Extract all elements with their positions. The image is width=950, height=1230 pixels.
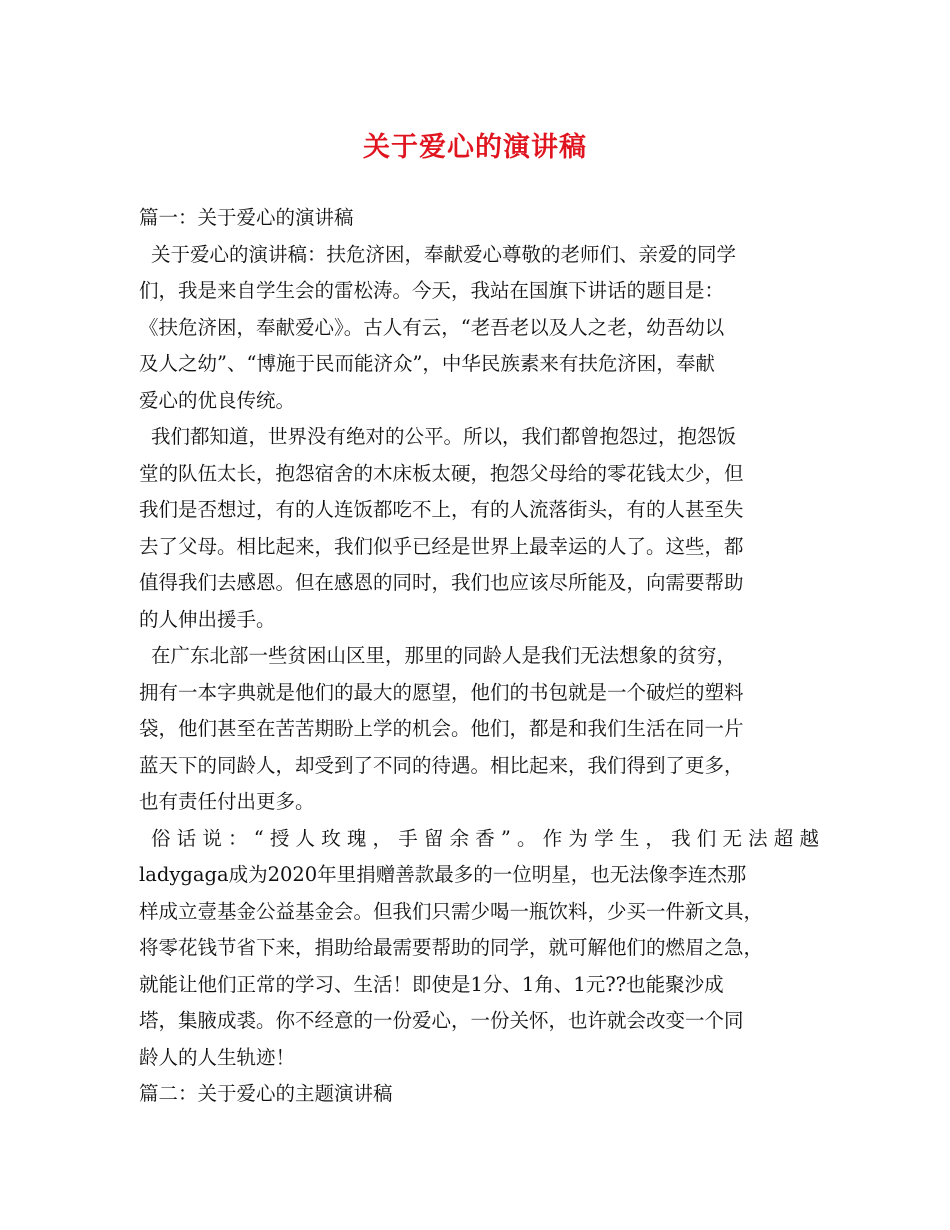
section-heading: 篇一：关于爱心的演讲稿 [139,206,354,229]
paragraph-line: 将零花钱节省下来，捐助给最需要帮助的同学，就可解他们的燃眉之急， [139,936,764,959]
paragraph-line: 值得我们去感恩。但在感恩的同时，我们也应该尽所能及，向需要帮助 [139,571,744,594]
paragraph-line: 《扶危济困，奉献爱心》。古人有云，“老吾老以及人之老，幼吾幼以 [139,315,725,339]
paragraph-line: 们，我是来自学生会的雷松涛。今天，我站在国旗下讲话的题目是： [139,279,725,302]
paragraph-line: 堂的队伍太长，抱怨宿舍的木床板太硬，抱怨父母给的零花钱太少，但 [139,461,744,485]
paragraph-line: 我们是否想过，有的人连饭都吃不上，有的人流落街头，有的人甚至失 [139,498,744,521]
paragraph-line: 关于爱心的演讲稿：扶危济困，奉献爱心尊敬的老师们、亲爱的同学 [151,242,737,266]
paragraph-line: 袋，他们甚至在苦苦期盼上学的机会。他们，都是和我们生活在同一片 [139,717,744,740]
paragraph-line: 蓝天下的同龄人，却受到了不同的待遇。相比起来，我们得到了更多， [139,753,744,777]
paragraph-line: 爱心的优良传统。 [139,388,296,412]
paragraph-line: 样成立壹基金公益基金会。但我们只需少喝一瓶饮料，少买一件新文具， [139,899,764,923]
paragraph-line: 就能让他们正常的学习、生活！即使是1分、1角、1元??也能聚沙成 [139,972,724,996]
paragraph-line: 去了父母。相比起来，我们似乎已经是世界上最幸运的人了。这些，都 [139,534,744,558]
document-title: 关于爱心的演讲稿 [363,132,587,163]
paragraph-line: ladygaga成为2020年里捐赠善款最多的一位明星，也无法像李连杰那 [139,863,747,886]
paragraph-line: 俗话说：“授人玫瑰，手留余香”。作为学生，我们无法超越 [151,826,819,850]
paragraph-line: 的人伸出援手。 [139,607,276,631]
section-heading: 篇二：关于爱心的主题演讲稿 [139,1082,393,1105]
paragraph-line: 也有责任付出更多。 [139,790,315,813]
paragraph-line: 拥有一本字典就是他们的最大的愿望，他们的书包就是一个破烂的塑料 [139,680,744,704]
paragraph-line: 塔，集腋成裘。你不经意的一份爱心，一份关怀，也许就会改变一个同 [139,1009,744,1032]
paragraph-line: 及人之幼”、“博施于民而能济众”，中华民族素来有扶危济困，奉献 [139,352,715,375]
paragraph-line: 我们都知道，世界没有绝对的公平。所以，我们都曾抱怨过，抱怨饭 [151,425,737,448]
document-body [139,200,819,1113]
paragraph-line: 在广东北部一些贫困山区里，那里的同龄人是我们无法想象的贫穷， [151,644,737,667]
paragraph-line: 龄人的人生轨迹！ [139,1045,296,1069]
